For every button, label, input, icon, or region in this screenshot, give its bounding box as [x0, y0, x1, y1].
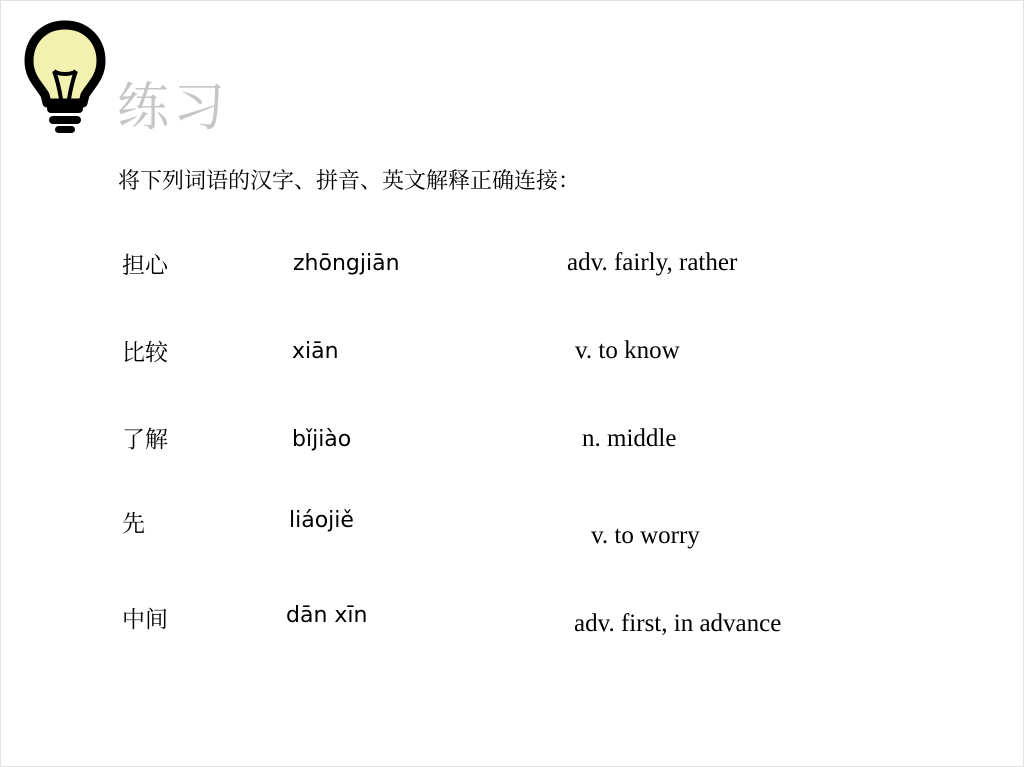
chinese-word: 比较	[122, 340, 168, 366]
page-title: 练习	[117, 78, 230, 138]
english-definition: adv. first, in advance	[574, 610, 782, 637]
english-definition: v. to worry	[591, 522, 700, 549]
pinyin-word: bǐjiào	[292, 427, 352, 452]
lightbulb-icon	[23, 19, 107, 135]
english-definition: v. to know	[575, 337, 680, 364]
pinyin-word: liáojiě	[289, 508, 354, 533]
english-definition: n. middle	[582, 425, 677, 452]
pinyin-word: zhōngjiān	[293, 251, 400, 276]
chinese-word: 了解	[122, 427, 168, 453]
pinyin-word: dān xīn	[286, 603, 368, 628]
chinese-word: 中间	[122, 607, 168, 633]
pinyin-word: xiān	[292, 339, 339, 364]
instruction-text: 将下列词语的汉字、拼音、英文解释正确连接：	[118, 169, 581, 194]
chinese-word: 先	[122, 511, 145, 537]
chinese-word: 担心	[122, 253, 168, 279]
english-definition: adv. fairly, rather	[567, 249, 738, 276]
